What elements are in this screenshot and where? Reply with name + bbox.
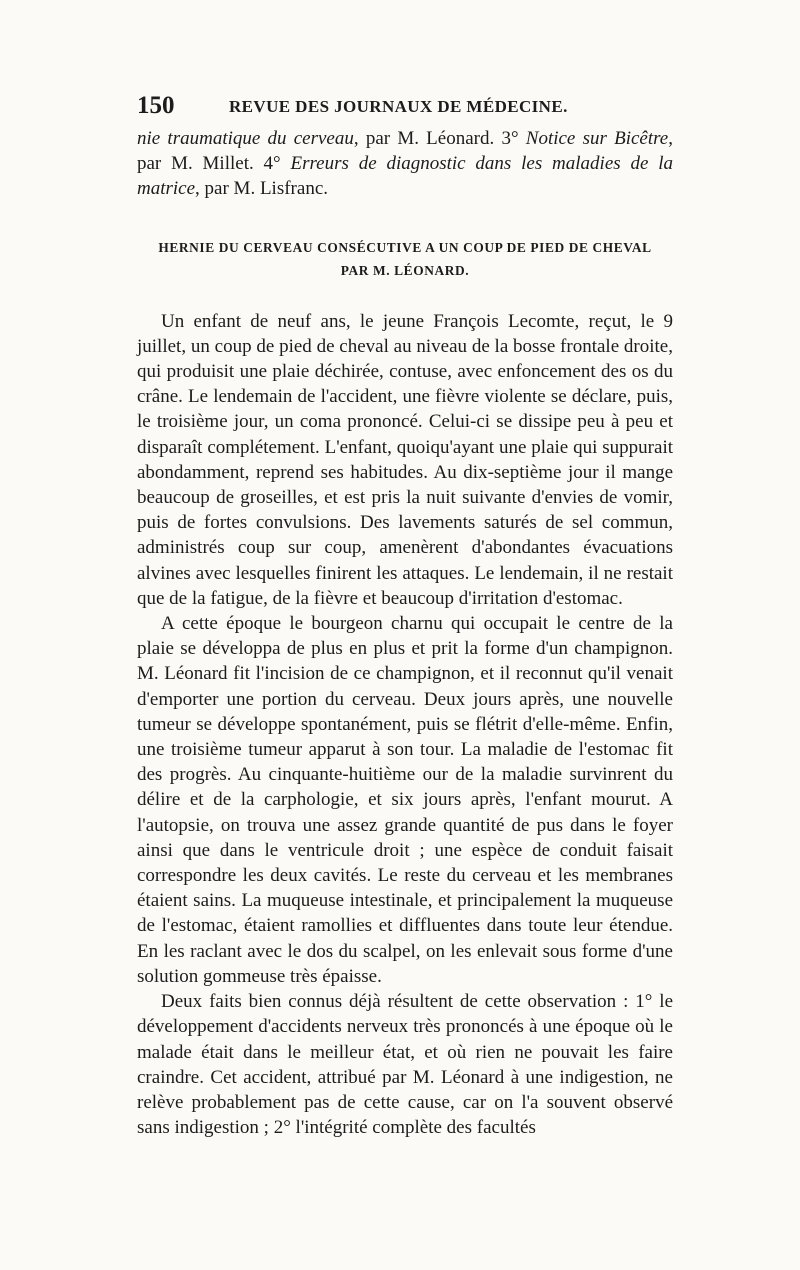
article-title: [137, 236, 673, 282]
intro-author-2: , par M. Millet. 4°: [137, 128, 673, 175]
article-title-line: HERNIE DU CERVEAU CONSÉCUTIVE A UN COUP DE PIED DE CHEVAL: [158, 239, 652, 255]
intro-paragraph: [137, 126, 673, 202]
intro-author-3: , par M. Lisfranc.: [195, 178, 329, 200]
body-paragraph-2: A cette époque le bourgeon charnu qui occupait le centre de la plaie se développa de plus en plus et prit la forme d'un champignon. M. Léonard fit l'incision de ce champignon, et il reconnut qu'il venait d'emporter une portion du cerveau. Deux jours après, une nouvelle tumeur se développe spontanément, puis se flétrit d'elle-même. Enfin, une troisième tumeur apparut à son tour. La maladie de l'estomac fit des progrès. Au cinquante-huitième our de la maladie survinrent du délire et de la carphologie, et six jours après, l'enfant mourut. A l'autopsie, on trouva une assez grande quantité de pus dans le foyer ainsi que dans le ventricule droit ; une espèce de conduit faisait correspondre les deux cavités. Le reste du cerveau et les membranes étaient sains. La muqueuse intestinale, et principalement la muqueuse de l'estomac, étaient ramollies et diffluentes dans toute leur étendue. En les raclant avec le dos du scalpel, on les enlevait sous forme d'une solution gommeuse très épaisse.: [137, 613, 673, 987]
intro-title-2: Notice sur Bicêtre: [525, 128, 669, 149]
body-paragraph-3: Deux faits bien connus déjà résultent de cette observation : 1° le développement d'accidents nerveux très prononcés à une époque où le malade était dans le meilleur état, et où rien ne pouvait les faire craindre. Cet accident, attribué par M. Léonard à une indigestion, ne relève probablement pas de cette cause, car on l'a souvent observé sans indigestion ; 2° l'intégrité complète des facultés: [137, 991, 673, 1139]
article-author-line: PAR M. LÉONARD.: [340, 262, 470, 278]
intro-title-3: Erreurs de diagnostic dans les maladies de la matrice: [137, 153, 674, 200]
intro-title-1: nie traumatique du cerveau: [137, 128, 354, 149]
page-number: 150: [137, 92, 175, 119]
text-block: [137, 126, 673, 1140]
running-head: [137, 92, 673, 122]
journal-title: REVUE DES JOURNAUX DE MÉDECINE.: [229, 97, 568, 116]
body-paragraph-1: Un enfant de neuf ans, le jeune François Lecomte, reçut, le 9 juillet, un coup de pied de cheval au niveau de la bosse frontale droite, qui produisit une plaie déchirée, contuse, avec enfoncement des os du crâne. Le lendemain de l'accident, une fièvre violente se déclare, puis, le troisième jour, un coma prononcé. Celui-ci se dissipe peu à peu et disparaît complétement. L'enfant, quoiqu'ayant une plaie qui suppurait abondamment, reprend ses habitudes. Au dix-septième jour il mange beaucoup de groseilles, et est pris la nuit suivante d'envies de vomir, puis de fortes convulsions. Des lavements saturés de sel commun, administrés coup sur coup, amenèrent d'abondantes évacuations alvines avec lesquelles finirent les attaques. Le lendemain, il ne restait que de la fatigue, de la fièvre et beaucoup d'irritation d'estomac.: [137, 310, 673, 609]
intro-author-1: , par M. Léonard. 3°: [353, 128, 526, 149]
